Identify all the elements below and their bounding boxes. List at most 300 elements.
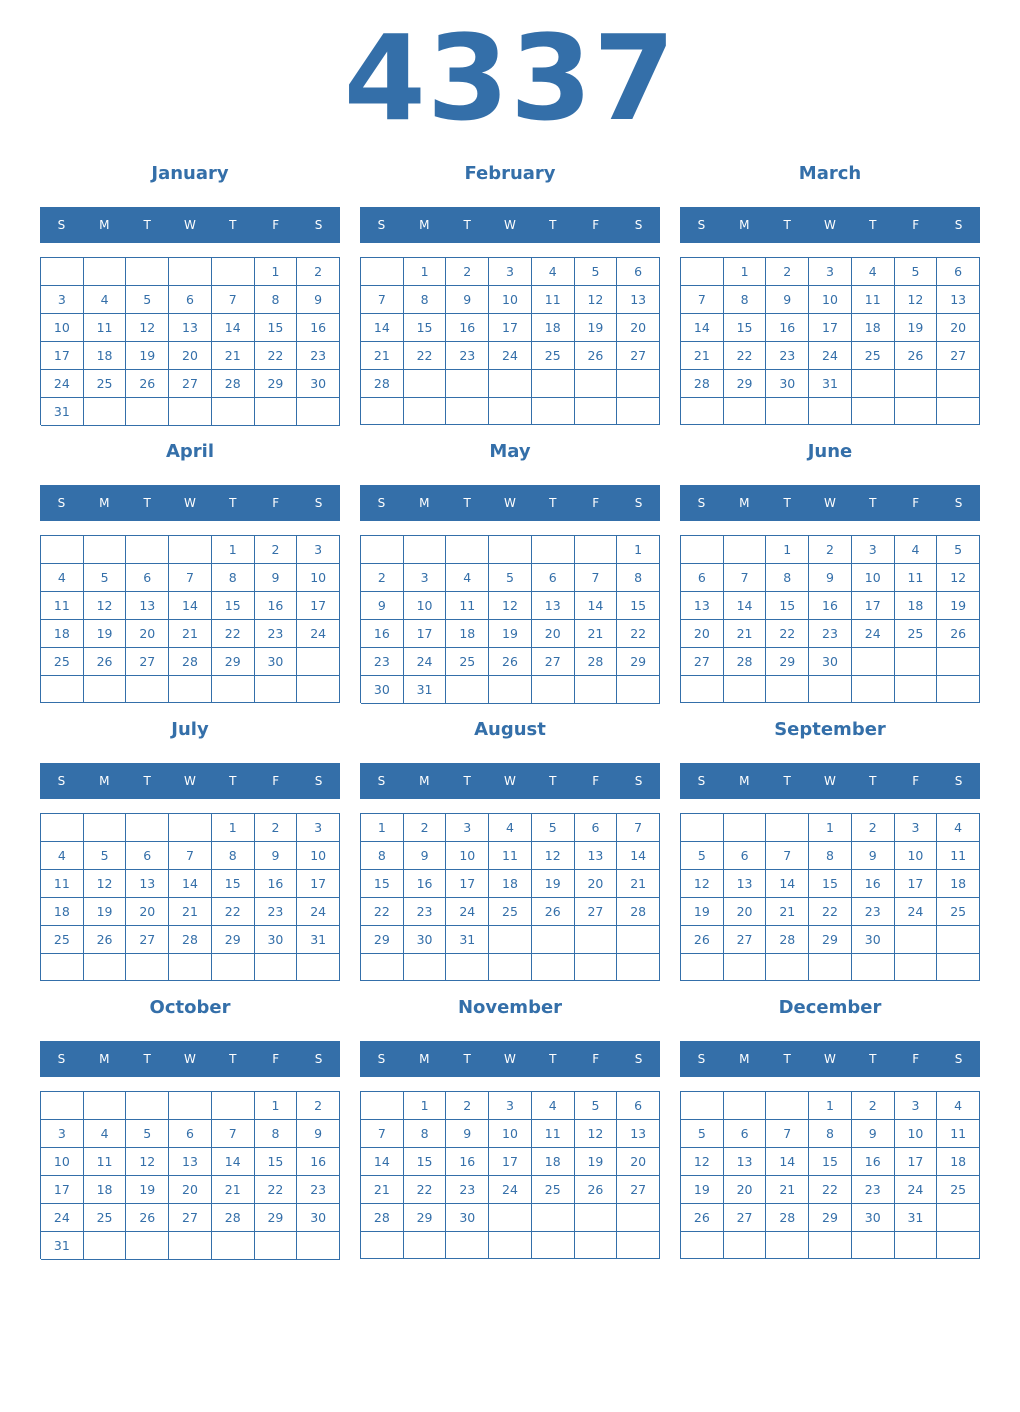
- day-cell: 13: [937, 286, 980, 314]
- day-cell: 16: [255, 592, 298, 620]
- day-cell: 9: [446, 1120, 489, 1148]
- weekday-label: W: [504, 774, 516, 788]
- empty-day-cell: [446, 1232, 489, 1259]
- empty-day-cell: [404, 954, 447, 981]
- day-cell: 16: [852, 870, 895, 898]
- day-cell: 17: [895, 1148, 938, 1176]
- day-cell: 1: [724, 258, 767, 286]
- day-cell: 25: [532, 1176, 575, 1204]
- day-cell: 18: [532, 1148, 575, 1176]
- empty-day-cell: [681, 814, 724, 842]
- day-cell: 25: [84, 370, 127, 398]
- day-cell: 29: [404, 1204, 447, 1232]
- day-cell: 15: [766, 592, 809, 620]
- weekday-label: S: [57, 496, 66, 510]
- day-cell: 5: [126, 286, 169, 314]
- month-name: September: [774, 719, 886, 740]
- empty-day-cell: [895, 370, 938, 398]
- empty-day-cell: [297, 1232, 340, 1260]
- day-cell: 12: [575, 1120, 618, 1148]
- weekday-header: [680, 207, 980, 243]
- day-cell: 6: [532, 564, 575, 592]
- day-cell: 11: [937, 1120, 980, 1148]
- weekday-label: S: [954, 496, 963, 510]
- day-cell: 18: [41, 620, 84, 648]
- empty-day-cell: [895, 954, 938, 981]
- empty-day-cell: [937, 398, 980, 425]
- day-cell: 27: [617, 342, 660, 370]
- day-cell: 8: [809, 1120, 852, 1148]
- weekday-label: T: [463, 1052, 471, 1066]
- day-cell: 12: [126, 314, 169, 342]
- day-cell: 20: [617, 1148, 660, 1176]
- weekday-label: M: [419, 774, 430, 788]
- day-cell: 10: [297, 564, 340, 592]
- day-cell: 2: [446, 258, 489, 286]
- weekday-label: F: [912, 774, 920, 788]
- day-cell: 29: [212, 648, 255, 676]
- day-cell: 19: [575, 314, 618, 342]
- empty-day-cell: [937, 1204, 980, 1232]
- weekday-label: M: [99, 774, 110, 788]
- empty-day-cell: [446, 398, 489, 425]
- day-cell: 10: [297, 842, 340, 870]
- weekday-label: W: [184, 218, 196, 232]
- empty-day-cell: [575, 1204, 618, 1232]
- weekday-label: S: [314, 1052, 323, 1066]
- day-cell: 28: [169, 926, 212, 954]
- empty-day-cell: [361, 1092, 404, 1120]
- day-cell: 22: [212, 898, 255, 926]
- day-cell: 9: [361, 592, 404, 620]
- days-grid: [360, 535, 660, 703]
- day-cell: 5: [681, 842, 724, 870]
- empty-day-cell: [532, 1232, 575, 1259]
- day-cell: 2: [404, 814, 447, 842]
- weekday-label: T: [143, 496, 151, 510]
- day-cell: 9: [852, 1120, 895, 1148]
- day-cell: 3: [895, 814, 938, 842]
- day-cell: 26: [126, 370, 169, 398]
- day-cell: 13: [126, 870, 169, 898]
- empty-day-cell: [681, 398, 724, 425]
- day-cell: 5: [895, 258, 938, 286]
- empty-day-cell: [297, 648, 340, 676]
- empty-day-cell: [126, 954, 169, 981]
- day-cell: 12: [489, 592, 532, 620]
- weekday-label: T: [869, 496, 877, 510]
- empty-day-cell: [404, 536, 447, 564]
- empty-day-cell: [255, 398, 298, 426]
- day-cell: 2: [361, 564, 404, 592]
- day-cell: 10: [489, 286, 532, 314]
- day-cell: 23: [766, 342, 809, 370]
- weekday-label: S: [314, 496, 323, 510]
- empty-day-cell: [169, 1092, 212, 1120]
- day-cell: 4: [532, 1092, 575, 1120]
- empty-day-cell: [809, 954, 852, 981]
- weekday-header: [40, 1041, 340, 1077]
- weekday-header: [40, 207, 340, 243]
- day-cell: 13: [724, 870, 767, 898]
- day-cell: 7: [617, 814, 660, 842]
- weekday-label: M: [419, 496, 430, 510]
- day-cell: 12: [532, 842, 575, 870]
- day-cell: 7: [766, 1120, 809, 1148]
- weekday-label: F: [272, 218, 280, 232]
- day-cell: 23: [446, 1176, 489, 1204]
- day-cell: 11: [84, 314, 127, 342]
- day-cell: 28: [575, 648, 618, 676]
- day-cell: 13: [169, 314, 212, 342]
- day-cell: 3: [297, 536, 340, 564]
- month-name: October: [149, 997, 231, 1018]
- day-cell: 6: [575, 814, 618, 842]
- empty-day-cell: [617, 1232, 660, 1259]
- year-title: 4337: [343, 9, 677, 147]
- day-cell: 10: [41, 1148, 84, 1176]
- day-cell: 16: [766, 314, 809, 342]
- day-cell: 13: [617, 1120, 660, 1148]
- day-cell: 27: [532, 648, 575, 676]
- empty-day-cell: [617, 926, 660, 954]
- day-cell: 14: [681, 314, 724, 342]
- month-january: [40, 155, 340, 433]
- empty-day-cell: [617, 954, 660, 981]
- empty-day-cell: [575, 370, 618, 398]
- day-cell: 9: [852, 842, 895, 870]
- empty-day-cell: [766, 398, 809, 425]
- day-cell: 2: [297, 1092, 340, 1120]
- empty-day-cell: [575, 398, 618, 425]
- empty-day-cell: [212, 1232, 255, 1260]
- day-cell: 10: [895, 1120, 938, 1148]
- day-cell: 6: [724, 842, 767, 870]
- weekday-label: W: [824, 1052, 836, 1066]
- day-cell: 11: [895, 564, 938, 592]
- day-cell: 27: [169, 370, 212, 398]
- day-cell: 23: [361, 648, 404, 676]
- day-cell: 12: [126, 1148, 169, 1176]
- days-grid: [680, 813, 980, 981]
- weekday-label: S: [634, 496, 643, 510]
- day-cell: 5: [489, 564, 532, 592]
- day-cell: 26: [84, 648, 127, 676]
- day-cell: 1: [809, 1092, 852, 1120]
- day-cell: 12: [84, 592, 127, 620]
- day-cell: 23: [255, 898, 298, 926]
- day-cell: 15: [212, 592, 255, 620]
- empty-day-cell: [724, 676, 767, 703]
- day-cell: 25: [895, 620, 938, 648]
- days-grid: [680, 535, 980, 703]
- day-cell: 22: [255, 1176, 298, 1204]
- day-cell: 19: [126, 342, 169, 370]
- days-grid: [40, 1091, 340, 1259]
- empty-day-cell: [404, 370, 447, 398]
- day-cell: 23: [297, 1176, 340, 1204]
- day-cell: 15: [212, 870, 255, 898]
- empty-day-cell: [446, 954, 489, 981]
- month-name: November: [457, 997, 563, 1018]
- day-cell: 7: [212, 286, 255, 314]
- weekday-header: [360, 763, 660, 799]
- day-cell: 21: [766, 1176, 809, 1204]
- empty-day-cell: [766, 1232, 809, 1259]
- weekday-label: F: [912, 1052, 920, 1066]
- empty-day-cell: [809, 398, 852, 425]
- day-cell: 1: [212, 814, 255, 842]
- weekday-label: M: [739, 774, 750, 788]
- day-cell: 4: [41, 564, 84, 592]
- empty-day-cell: [766, 676, 809, 703]
- empty-day-cell: [41, 536, 84, 564]
- weekday-label: S: [314, 774, 323, 788]
- day-cell: 29: [766, 648, 809, 676]
- day-cell: 19: [937, 592, 980, 620]
- day-cell: 8: [617, 564, 660, 592]
- empty-day-cell: [852, 370, 895, 398]
- empty-day-cell: [489, 1232, 532, 1259]
- day-cell: 8: [724, 286, 767, 314]
- day-cell: 18: [84, 1176, 127, 1204]
- empty-day-cell: [937, 370, 980, 398]
- day-cell: 27: [126, 648, 169, 676]
- days-grid: [360, 813, 660, 981]
- day-cell: 13: [169, 1148, 212, 1176]
- day-cell: 31: [41, 1232, 84, 1260]
- day-cell: 4: [84, 1120, 127, 1148]
- weekday-label: S: [697, 1052, 706, 1066]
- day-cell: 13: [681, 592, 724, 620]
- day-cell: 24: [809, 342, 852, 370]
- weekday-header: [360, 207, 660, 243]
- day-cell: 25: [489, 898, 532, 926]
- day-cell: 17: [404, 620, 447, 648]
- day-cell: 25: [937, 1176, 980, 1204]
- day-cell: 29: [255, 1204, 298, 1232]
- empty-day-cell: [169, 536, 212, 564]
- day-cell: 11: [532, 1120, 575, 1148]
- empty-day-cell: [212, 398, 255, 426]
- day-cell: 26: [532, 898, 575, 926]
- day-cell: 11: [41, 592, 84, 620]
- months-grid: [40, 155, 980, 1267]
- day-cell: 12: [575, 286, 618, 314]
- empty-day-cell: [724, 536, 767, 564]
- weekday-label: T: [463, 218, 471, 232]
- weekday-label: S: [377, 218, 386, 232]
- day-cell: 21: [766, 898, 809, 926]
- day-cell: 17: [41, 1176, 84, 1204]
- empty-day-cell: [489, 926, 532, 954]
- day-cell: 6: [126, 842, 169, 870]
- empty-day-cell: [575, 676, 618, 704]
- empty-day-cell: [895, 398, 938, 425]
- empty-day-cell: [297, 954, 340, 981]
- day-cell: 27: [126, 926, 169, 954]
- day-cell: 24: [895, 1176, 938, 1204]
- day-cell: 4: [489, 814, 532, 842]
- day-cell: 16: [361, 620, 404, 648]
- day-cell: 17: [852, 592, 895, 620]
- day-cell: 2: [255, 536, 298, 564]
- day-cell: 12: [681, 870, 724, 898]
- day-cell: 30: [361, 676, 404, 704]
- days-grid: [360, 257, 660, 425]
- empty-day-cell: [681, 1232, 724, 1259]
- empty-day-cell: [84, 258, 127, 286]
- day-cell: 14: [361, 1148, 404, 1176]
- empty-day-cell: [895, 926, 938, 954]
- day-cell: 8: [809, 842, 852, 870]
- month-august: [360, 711, 660, 989]
- day-cell: 31: [404, 676, 447, 704]
- empty-day-cell: [532, 1204, 575, 1232]
- weekday-label: M: [739, 496, 750, 510]
- day-cell: 11: [852, 286, 895, 314]
- day-cell: 3: [489, 1092, 532, 1120]
- empty-day-cell: [361, 398, 404, 425]
- empty-day-cell: [361, 536, 404, 564]
- day-cell: 23: [852, 898, 895, 926]
- month-name: April: [165, 441, 215, 462]
- day-cell: 17: [41, 342, 84, 370]
- day-cell: 19: [681, 898, 724, 926]
- weekday-label: T: [463, 774, 471, 788]
- day-cell: 21: [169, 620, 212, 648]
- day-cell: 2: [766, 258, 809, 286]
- day-cell: 14: [361, 314, 404, 342]
- empty-day-cell: [297, 398, 340, 426]
- weekday-label: T: [229, 496, 237, 510]
- day-cell: 3: [41, 286, 84, 314]
- empty-day-cell: [126, 1232, 169, 1260]
- day-cell: 30: [297, 1204, 340, 1232]
- day-cell: 19: [84, 898, 127, 926]
- empty-day-cell: [169, 954, 212, 981]
- day-cell: 21: [212, 1176, 255, 1204]
- day-cell: 22: [809, 1176, 852, 1204]
- day-cell: 15: [724, 314, 767, 342]
- day-cell: 11: [84, 1148, 127, 1176]
- day-cell: 20: [724, 1176, 767, 1204]
- day-cell: 20: [169, 1176, 212, 1204]
- weekday-label: M: [739, 1052, 750, 1066]
- empty-day-cell: [41, 814, 84, 842]
- month-march: [680, 155, 980, 433]
- empty-day-cell: [169, 398, 212, 426]
- day-cell: 7: [766, 842, 809, 870]
- empty-day-cell: [895, 648, 938, 676]
- month-name: January: [151, 163, 229, 184]
- weekday-label: S: [697, 774, 706, 788]
- day-cell: 5: [681, 1120, 724, 1148]
- empty-day-cell: [84, 536, 127, 564]
- day-cell: 22: [809, 898, 852, 926]
- day-cell: 24: [446, 898, 489, 926]
- day-cell: 24: [404, 648, 447, 676]
- day-cell: 3: [446, 814, 489, 842]
- day-cell: 10: [446, 842, 489, 870]
- empty-day-cell: [126, 676, 169, 703]
- day-cell: 19: [126, 1176, 169, 1204]
- day-cell: 26: [575, 342, 618, 370]
- day-cell: 18: [937, 1148, 980, 1176]
- day-cell: 29: [617, 648, 660, 676]
- month-april: [40, 433, 340, 711]
- day-cell: 7: [361, 286, 404, 314]
- day-cell: 26: [489, 648, 532, 676]
- weekday-label: T: [869, 1052, 877, 1066]
- day-cell: 6: [681, 564, 724, 592]
- day-cell: 3: [895, 1092, 938, 1120]
- weekday-label: T: [143, 218, 151, 232]
- day-cell: 18: [84, 342, 127, 370]
- day-cell: 20: [724, 898, 767, 926]
- empty-day-cell: [852, 1232, 895, 1259]
- day-cell: 21: [361, 342, 404, 370]
- day-cell: 18: [532, 314, 575, 342]
- day-cell: 27: [937, 342, 980, 370]
- empty-day-cell: [617, 676, 660, 704]
- day-cell: 15: [404, 1148, 447, 1176]
- day-cell: 29: [809, 926, 852, 954]
- day-cell: 5: [575, 1092, 618, 1120]
- day-cell: 16: [852, 1148, 895, 1176]
- day-cell: 5: [126, 1120, 169, 1148]
- weekday-label: W: [184, 1052, 196, 1066]
- weekday-label: F: [272, 496, 280, 510]
- day-cell: 20: [169, 342, 212, 370]
- day-cell: 24: [41, 370, 84, 398]
- day-cell: 14: [766, 870, 809, 898]
- day-cell: 4: [852, 258, 895, 286]
- day-cell: 23: [852, 1176, 895, 1204]
- day-cell: 8: [404, 286, 447, 314]
- empty-day-cell: [532, 926, 575, 954]
- day-cell: 17: [297, 870, 340, 898]
- month-december: [680, 989, 980, 1267]
- day-cell: 17: [489, 314, 532, 342]
- weekday-header: [680, 763, 980, 799]
- empty-day-cell: [212, 676, 255, 703]
- day-cell: 13: [532, 592, 575, 620]
- day-cell: 17: [297, 592, 340, 620]
- day-cell: 23: [255, 620, 298, 648]
- day-cell: 22: [766, 620, 809, 648]
- month-name: August: [474, 719, 546, 740]
- weekday-label: S: [697, 496, 706, 510]
- weekday-label: F: [272, 1052, 280, 1066]
- day-cell: 17: [446, 870, 489, 898]
- day-cell: 15: [809, 870, 852, 898]
- empty-day-cell: [169, 1232, 212, 1260]
- day-cell: 30: [404, 926, 447, 954]
- day-cell: 19: [575, 1148, 618, 1176]
- day-cell: 22: [361, 898, 404, 926]
- days-grid: [40, 813, 340, 981]
- day-cell: 18: [489, 870, 532, 898]
- day-cell: 24: [297, 620, 340, 648]
- day-cell: 3: [489, 258, 532, 286]
- day-cell: 26: [84, 926, 127, 954]
- empty-day-cell: [617, 398, 660, 425]
- empty-day-cell: [489, 1204, 532, 1232]
- weekday-label: T: [143, 774, 151, 788]
- weekday-label: S: [377, 496, 386, 510]
- day-cell: 24: [489, 1176, 532, 1204]
